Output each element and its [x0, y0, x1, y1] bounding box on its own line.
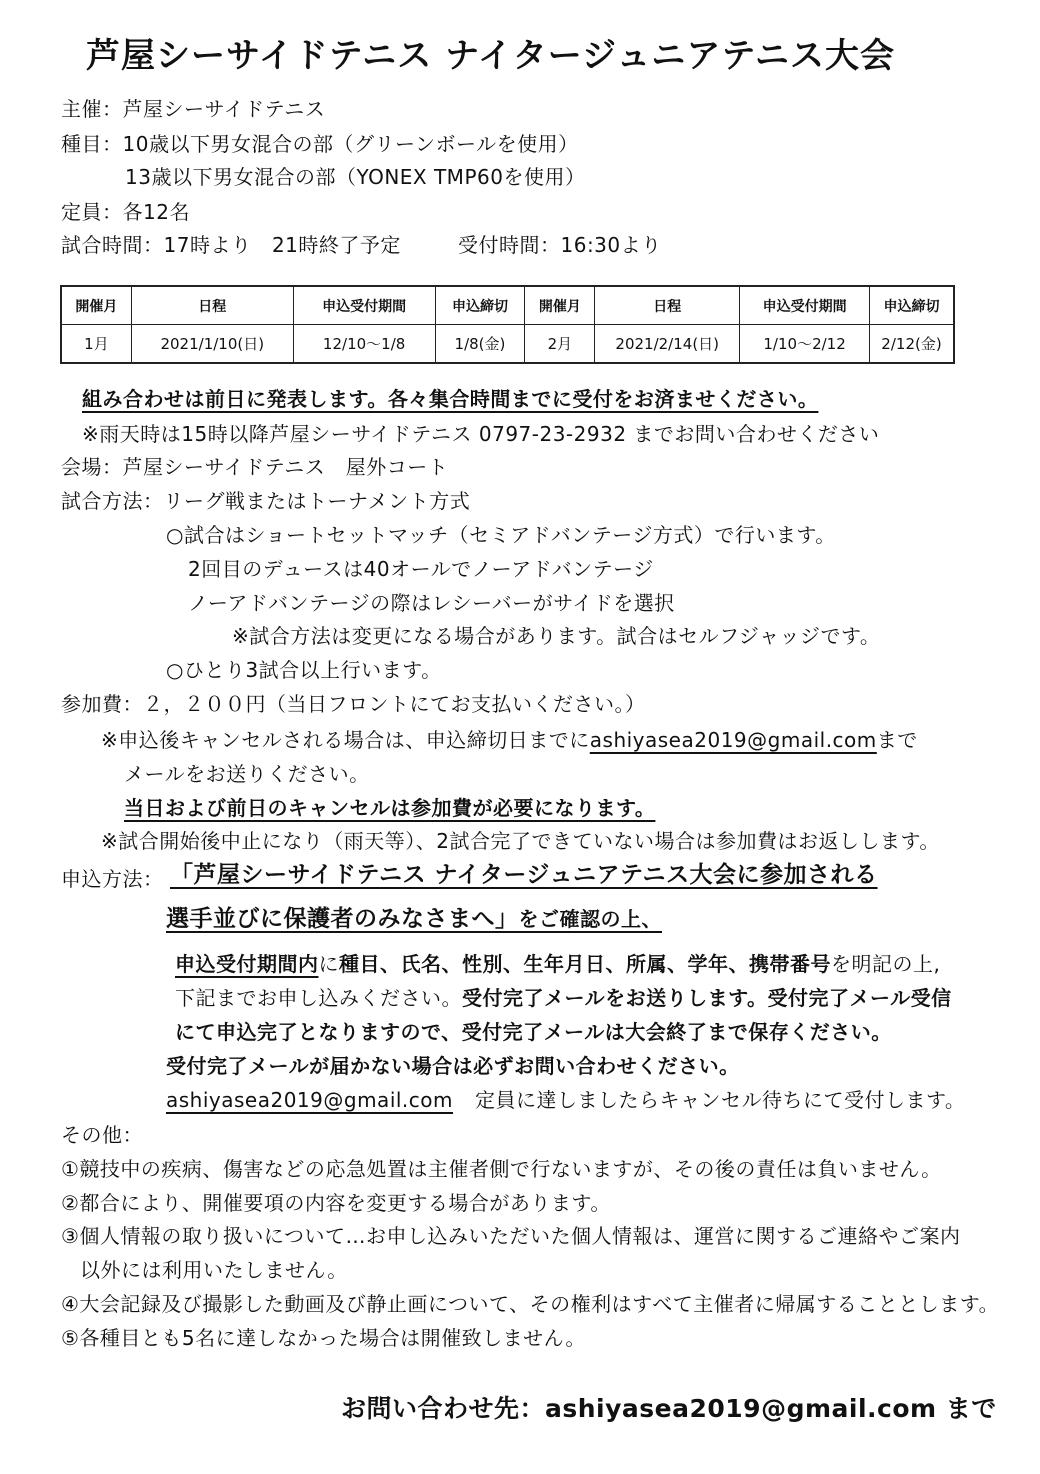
other-item-2: ②都合により、開催要項の内容を変更する場合があります。 [61, 1191, 611, 1215]
apply-line-2-pre: 下記までお申し込みください。 [175, 986, 462, 1010]
other-item-1: ①競技中の疾病、傷害などの応急処置は主催者側で行ないますが、その後の責任は負いません。 [61, 1157, 942, 1181]
rain-notice: ※雨天時は15時以降芦屋シーサイドテニス 0797-23-2932 までお問い合わせください [82, 422, 880, 446]
header-date: 日程 [131, 287, 293, 325]
cell-period: 12/10〜1/8 [293, 325, 435, 363]
organizer: 主催：芦屋シーサイドテニス [61, 97, 326, 121]
refund-notice: ※試合開始後中止になり（雨天等）、2試合完了できていない場合は参加費はお返しします。 [101, 829, 940, 853]
apply-items: 種目、氏名、性別、生年月日、所属、学年、携帯番号 [339, 952, 831, 976]
cell-period: 1/10〜2/12 [740, 325, 870, 363]
reception-time: 受付時間：16:30より [458, 233, 662, 257]
apply-email-link[interactable]: ashiyasea2019@gmail.com [166, 1088, 453, 1112]
cancel-text: ※申込後キャンセルされる場合は、申込締切日までに [101, 728, 590, 752]
cell-month: 1月 [62, 325, 132, 363]
cancel-line-1 [101, 727, 918, 753]
schedule-row [62, 325, 954, 363]
capacity: 定員：各12名 [61, 200, 190, 224]
match-time: 試合時間：17時より 21時終了予定 [61, 233, 401, 257]
header-month: 開催月 [62, 287, 132, 325]
apply-period: 申込受付期間内 [175, 952, 319, 976]
other-label: その他： [61, 1123, 143, 1147]
cell-date: 2021/1/10(日) [131, 325, 293, 363]
apply-email-note: 定員に達しましたらキャンセル待ちにて受付します。 [475, 1088, 966, 1112]
apply-line-2-bold: 受付完了メールをお送りします。受付完了メール受信 [462, 986, 952, 1010]
header-period: 申込受付期間 [293, 287, 435, 325]
apply-label: 申込方法： [61, 867, 164, 891]
sameday-cancel-notice: 当日および前日のキャンセルは参加費が必要になります。 [124, 796, 656, 820]
other-item-3: ③個人情報の取り扱いについて…お申し込みいただいた個人情報は、運営に関するご連絡やご案内 [61, 1224, 961, 1248]
apply-line-1 [175, 951, 940, 977]
apply-line-3: にて申込完了となりますので、受付完了メールは大会終了まで保存ください。 [175, 1020, 892, 1044]
events-line-1: 種目：10歳以下男女混合の部（グリーンボールを使用） [61, 132, 579, 156]
apply-doc-line-2 [166, 906, 662, 932]
header-deadline: 申込締切 [435, 287, 525, 325]
venue: 会場：芦屋シーサイドテニス 屋外コート [61, 455, 449, 479]
format-line-4: ※試合方法は変更になる場合があります。試合はセルフジャッジです。 [232, 624, 881, 648]
apply-doc-line-1: 「芦屋シーサイドテニス ナイタージュニアテニス大会に参加される [170, 862, 878, 888]
page-title: 芦屋シーサイドテニス ナイタージュニアテニス大会 [86, 36, 895, 76]
apply-doc-title-end: 選手並びに保護者のみなさまへ」 [166, 906, 519, 932]
other-item-5: ⑤各種目とも5名に達しなかった場合は開催致しません。 [61, 1326, 586, 1350]
schedule-header-row [62, 287, 954, 325]
header-period: 申込受付期間 [740, 287, 870, 325]
cell-deadline: 1/8(金) [435, 325, 525, 363]
apply-items-pre: に [318, 952, 339, 976]
cancel-line-2: メールをお送りください。 [124, 762, 370, 786]
format-line-2: 2回目のデュースは40オールでノーアドバンテージ [188, 557, 654, 581]
fee-label: 参加費：２，２００円（当日フロントにてお支払いください。） [61, 692, 646, 716]
schedule-table [61, 286, 954, 363]
format-label: 試合方法：リーグ戦またはトーナメント方式 [61, 489, 471, 513]
header-date: 日程 [595, 287, 740, 325]
other-item-4: ④大会記録及び撮影した動画及び静止画について、その権利はすべて主催者に帰属することとします。 [61, 1292, 1000, 1316]
apply-doc-suffix: をご確認の上、 [518, 907, 662, 931]
format-line-5: ○ひとり3試合以上行います。 [166, 658, 442, 682]
apply-items-post: を明記の上, [831, 952, 941, 976]
format-line-3: ノーアドバンテージの際はレシーバーがサイドを選択 [188, 591, 675, 615]
apply-line-2 [175, 985, 952, 1011]
pairing-notice: 組み合わせは前日に発表します。各々集合時間までに受付をお済ませください。 [82, 387, 819, 411]
contact-footer: お問い合わせ先：ashiyasea2019@gmail.com まで [341, 1394, 997, 1423]
cell-deadline: 2/12(金) [869, 325, 953, 363]
cancel-email-link[interactable]: ashiyasea2019@gmail.com [589, 728, 877, 752]
header-deadline: 申込締切 [869, 287, 953, 325]
cell-month: 2月 [525, 325, 595, 363]
header-month: 開催月 [525, 287, 595, 325]
format-line-1: ○試合はショートセットマッチ（セミアドバンテージ方式）で行います。 [166, 523, 836, 547]
events-line-2: 13歳以下男女混合の部（YONEX TMP60を使用） [125, 165, 586, 189]
cell-date: 2021/2/14(日) [595, 325, 740, 363]
cancel-suffix: まで [876, 728, 918, 752]
apply-line-4: 受付完了メールが届かない場合は必ずお問い合わせください。 [166, 1054, 740, 1078]
other-item-3-cont: 以外には利用いたしません。 [80, 1258, 348, 1282]
